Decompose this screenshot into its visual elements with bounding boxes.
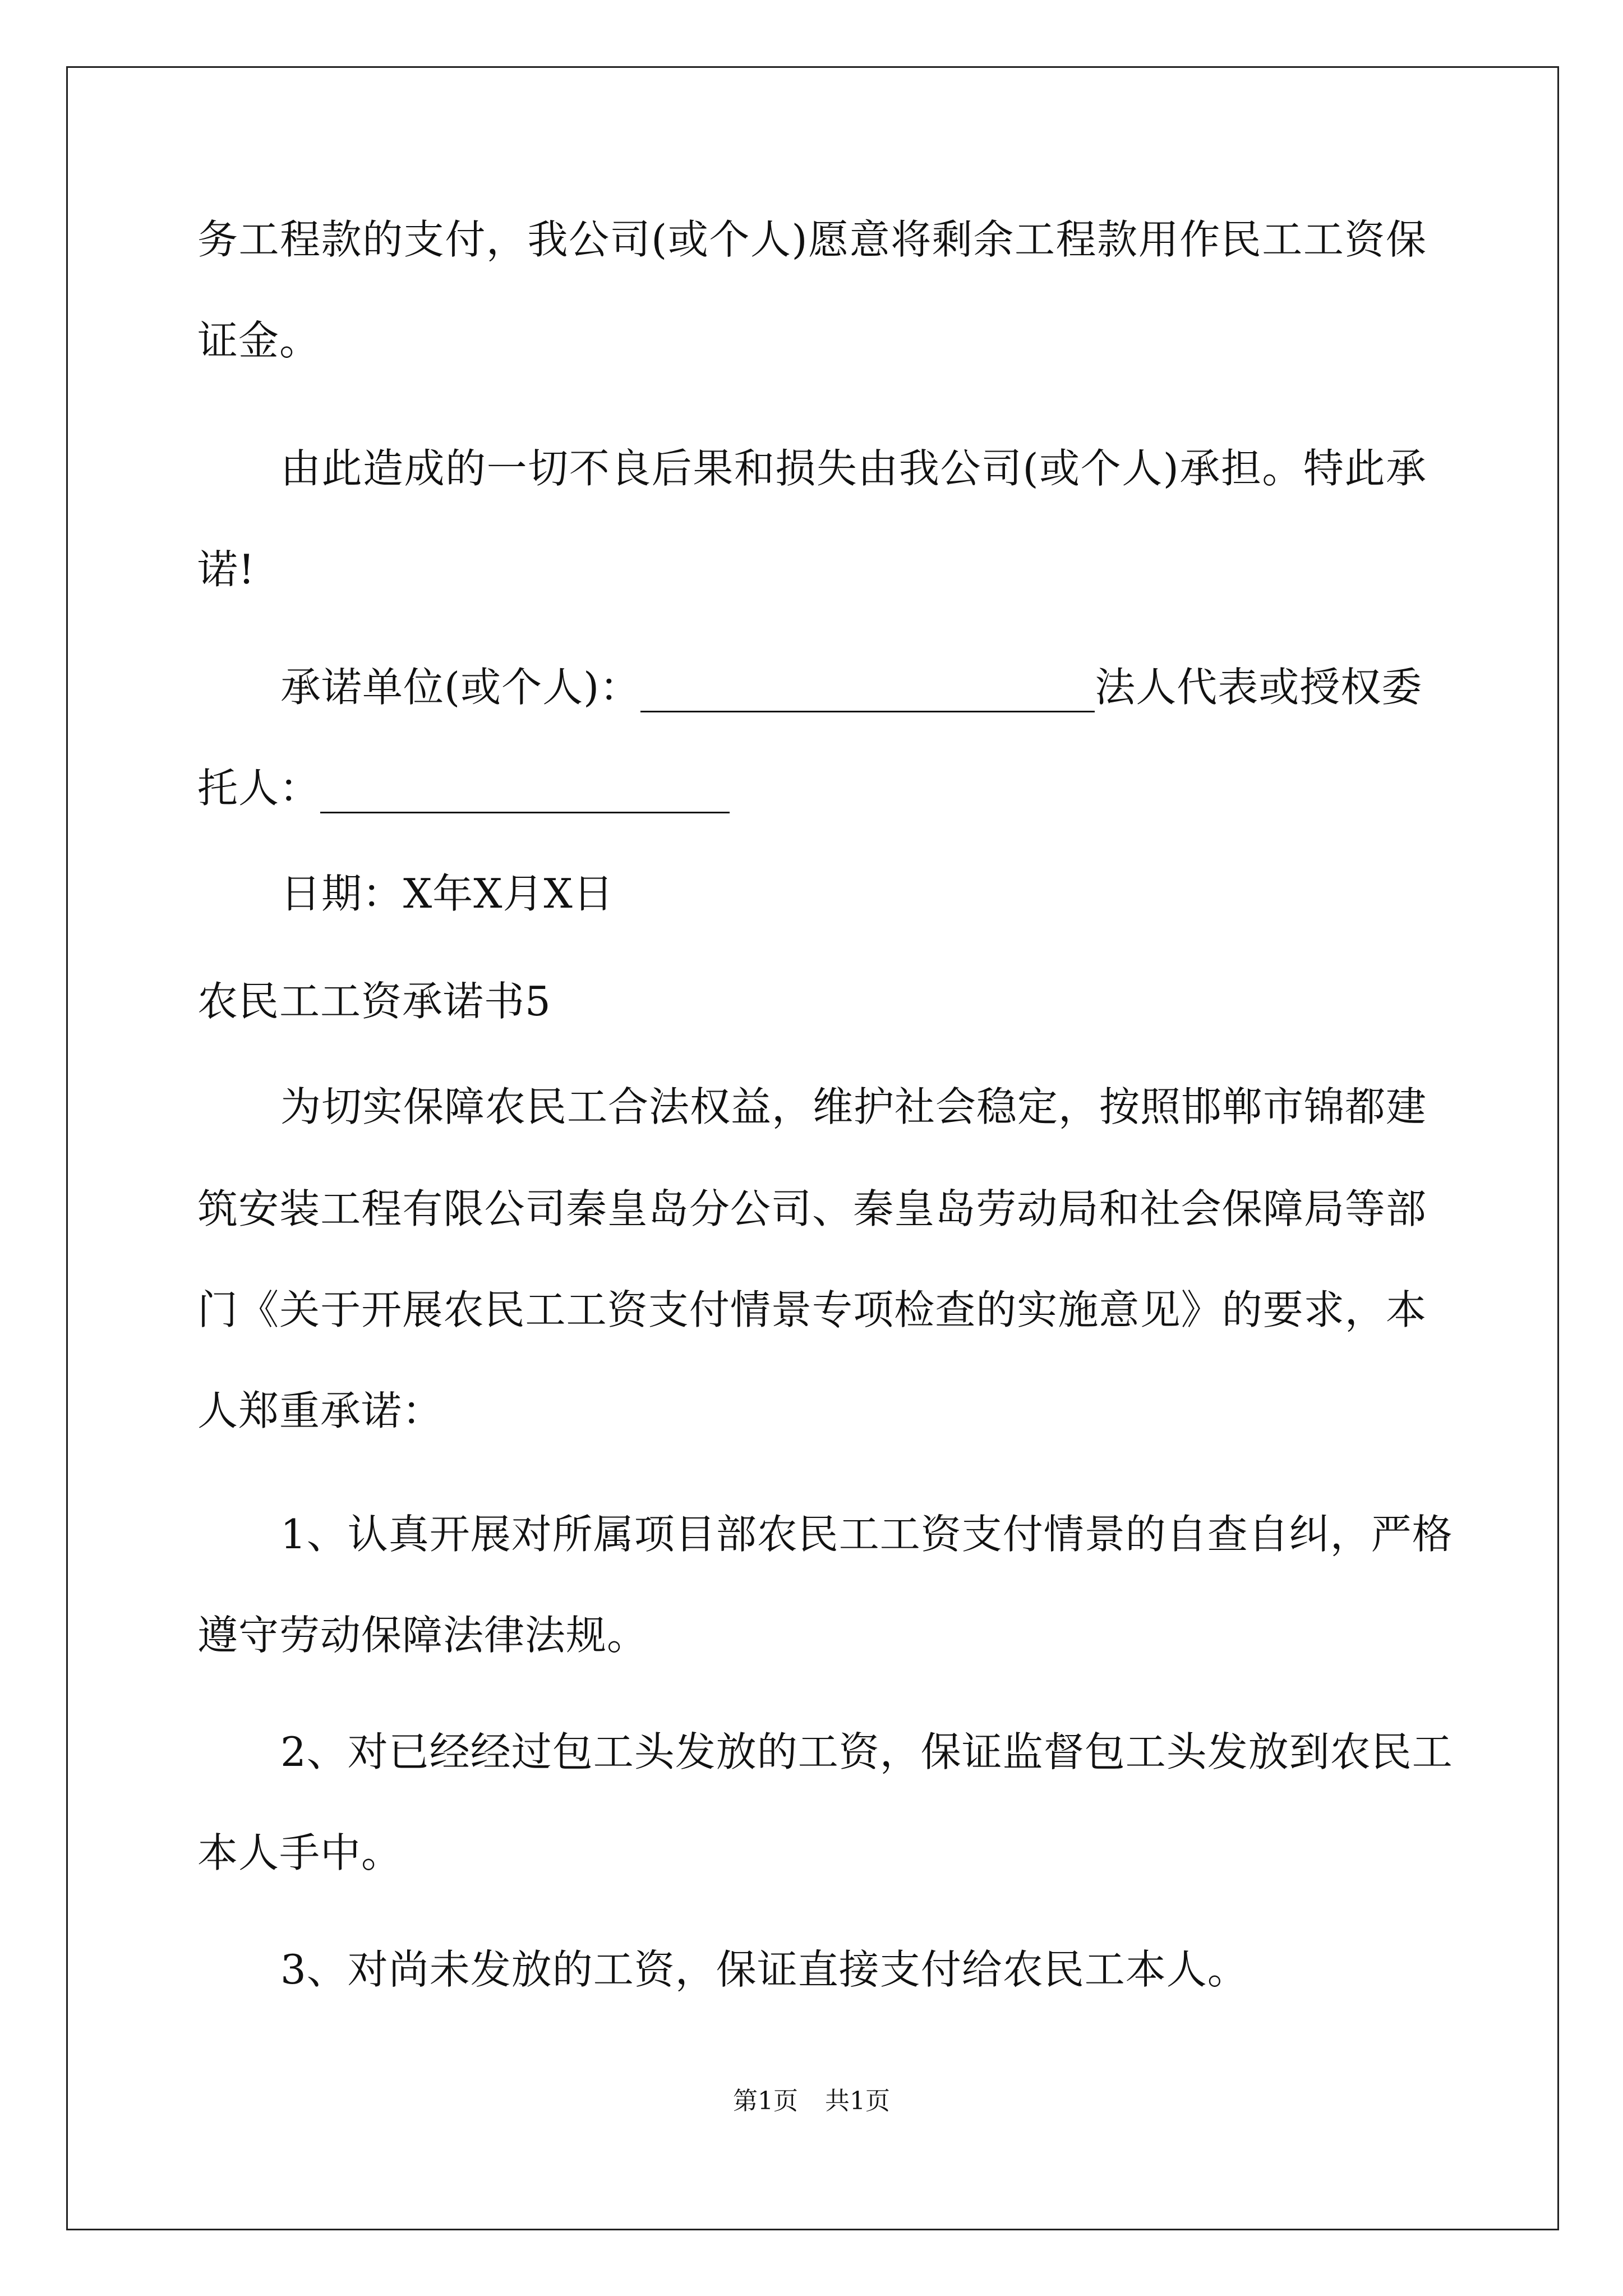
page-number: 第1页 [733,2087,798,2115]
signer-unit-blank[interactable] [640,671,1095,712]
paragraph-line: 人郑重承诺： [197,1387,444,1434]
paragraph-line: 由此造成的一切不良后果和损失由我公司(或个人)承担。特此承 [280,445,1427,492]
list-item: 3、对尚未发放的工资，保证直接支付给农民工本人。 [280,1946,1248,1993]
date-line: 日期：X年X月X日 [280,870,614,917]
list-item: 1、认真开展对所属项目部农民工工资支付情景的自查自纠，严格 [280,1511,1453,1558]
paragraph-line: 诺! [197,546,255,593]
page-footer [0,2086,1623,2117]
representative-blank[interactable] [320,772,730,813]
representative-label: 法人代表或授权委 [1095,664,1423,711]
list-item: 2、对已经经过包工头发放的工资，保证监督包工头发放到农民工 [280,1728,1453,1775]
paragraph-line: 门《关于开展农民工工资支付情景专项检查的实施意见》的要求，本 [197,1286,1427,1333]
page-total: 共1页 [825,2087,890,2115]
signer-unit-label: 承诺单位(或个人)： [280,664,641,711]
paragraph-line: 筑安装工程有限公司秦皇岛分公司、秦皇岛劳动局和社会保障局等部 [197,1185,1427,1232]
list-item-cont: 遵守劳动保障法律法规。 [197,1612,648,1659]
page-border [66,66,1559,2230]
signature-row [280,662,1422,712]
signature-row [197,763,730,813]
paragraph-line: 证金。 [197,317,321,364]
section-title: 农民工工资承诺书5 [197,978,551,1025]
representative-label-cont: 托人： [197,765,321,812]
paragraph-line: 为切实保障农民工合法权益，维护社会稳定，按照邯郸市锦都建 [280,1083,1427,1130]
paragraph-line: 务工程款的支付，我公司(或个人)愿意将剩余工程款用作民工工资保 [197,216,1427,263]
list-item-cont: 本人手中。 [197,1829,403,1876]
